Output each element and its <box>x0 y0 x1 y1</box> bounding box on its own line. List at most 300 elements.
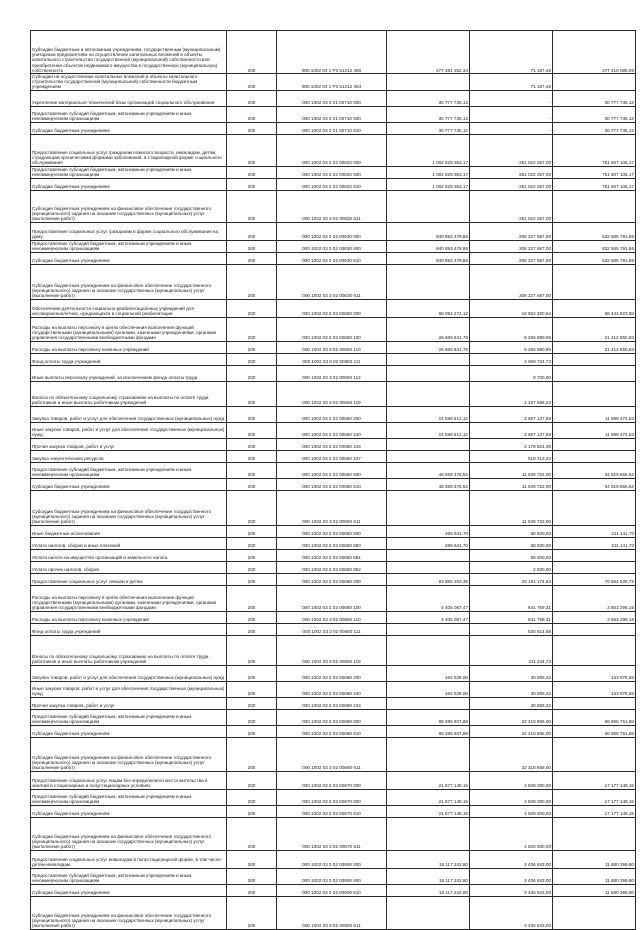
row-approved <box>387 490 470 525</box>
row-name: Взносы по обязательному социальному страхованию на выплаты по оплате труда работников и иные выплаты работникам учреждений <box>31 635 227 665</box>
row-name: Предоставление субсидий бюджетным, автономным учреждениям и иным некоммерческим организациям <box>31 166 227 178</box>
row-name: Предоставление социальных услуг гражданам пожилого возраста, инвалидам, детям, страдающим хроническими формами заболеваний, в стационарной форме социального обслуживания <box>31 134 227 166</box>
row-approved: 1 002 629 363,17 <box>387 178 470 190</box>
row-executed: 30 559,32 <box>470 665 553 681</box>
table-row <box>31 805 636 817</box>
row-approved: 89 285 607,88 <box>387 709 470 725</box>
row-unexecuted: 11 899 474,53 <box>553 422 636 438</box>
row-executed: 3 436 843,00 <box>470 850 553 868</box>
row-classification: 000 1002 03 3 02 00620 000 <box>277 134 387 166</box>
row-unexecuted <box>553 353 636 365</box>
table-row <box>31 868 636 884</box>
table-row <box>31 299 636 317</box>
row-classification: 000 1002 03 3 02 00660 610 <box>277 725 387 737</box>
row-unexecuted <box>553 896 636 929</box>
row-unexecuted: 632 565 791,86 <box>553 240 636 252</box>
row-name: Закупка энергетических ресурсов <box>31 450 227 462</box>
row-approved: 4 405 057,47 <box>387 611 470 623</box>
row-classification: 000 1002 03 3 02 00650 244 <box>277 438 387 450</box>
row-unexecuted: 70 664 028,72 <box>553 573 636 585</box>
table-row <box>31 549 636 561</box>
row-classification: 000 1002 03 3 02 00660 200 <box>277 665 387 681</box>
row-classification: 000 1002 03 3 02 00650 800 <box>277 525 387 537</box>
row-executed: 30 559,32 <box>470 681 553 697</box>
row-approved: 21 677 148,15 <box>387 805 470 817</box>
row-code: 200 <box>227 850 277 868</box>
row-executed: 11 639 722,00 <box>470 478 553 490</box>
row-executed: 9 700,00 <box>470 365 553 381</box>
row-approved <box>387 697 470 709</box>
row-code: 200 <box>227 122 277 134</box>
row-classification: 000 1002 03 3 02 00650 247 <box>277 450 387 462</box>
row-classification: 000 1002 03 3 02 00660 110 <box>277 611 387 623</box>
row-name: Предоставление субсидий бюджетным, автономным учреждениям и иным некоммерческим организациям <box>31 106 227 122</box>
row-classification: 000 1002 03 3 02 00630 611 <box>277 264 387 299</box>
table-row <box>31 341 636 353</box>
row-code: 200 <box>227 381 277 406</box>
row-code: 200 <box>227 90 277 106</box>
row-executed: 518 313,23 <box>470 450 553 462</box>
row-approved: 46 559 378,52 <box>387 478 470 490</box>
row-approved: 277 481 252,34 <box>387 31 470 74</box>
row-executed: 11 639 722,00 <box>470 490 553 525</box>
row-approved <box>387 549 470 561</box>
row-classification: 000 1002 03 3 01 00710 000 <box>277 90 387 106</box>
row-code: 200 <box>227 697 277 709</box>
table-row <box>31 74 636 91</box>
row-approved: 46 559 378,52 <box>387 462 470 478</box>
row-code: 200 <box>227 341 277 353</box>
row-unexecuted: 3 563 298,16 <box>553 611 636 623</box>
row-code: 200 <box>227 438 277 450</box>
row-classification: 000 1002 03 1 P3 51212 460 <box>277 31 387 74</box>
row-classification: 000 1002 03 3 02 00660 000 <box>277 573 387 585</box>
table-row <box>31 190 636 222</box>
row-executed: 208 327 687,00 <box>470 252 553 264</box>
row-code: 200 <box>227 549 277 561</box>
row-classification: 000 1002 03 3 02 00650 851 <box>277 549 387 561</box>
row-classification: 000 1002 03 3 02 00650 240 <box>277 422 387 438</box>
table-row <box>31 222 636 240</box>
table-row <box>31 317 636 341</box>
row-classification: 000 1002 03 3 02 00900 610 <box>277 884 387 896</box>
row-unexecuted <box>553 737 636 771</box>
row-approved <box>387 561 470 573</box>
row-approved <box>387 896 470 929</box>
row-executed: 22 318 856,00 <box>470 737 553 771</box>
table-row <box>31 884 636 896</box>
row-name: Фонд оплаты труда учреждений <box>31 353 227 365</box>
row-unexecuted: 11 680 399,80 <box>553 850 636 868</box>
row-approved: 30 777 735,12 <box>387 122 470 134</box>
row-code: 200 <box>227 737 277 771</box>
row-unexecuted: 11 680 399,80 <box>553 884 636 896</box>
table-row <box>31 635 636 665</box>
row-code: 200 <box>227 884 277 896</box>
table-row <box>31 478 636 490</box>
table-row <box>31 525 636 537</box>
row-executed: 3 436 843,00 <box>470 896 553 929</box>
row-executed: 2 178 824,36 <box>470 438 553 450</box>
row-classification: 000 1002 03 3 02 00650 100 <box>277 317 387 341</box>
row-executed: 208 327 687,00 <box>470 264 553 299</box>
row-approved: 30 777 735,12 <box>387 106 470 122</box>
row-unexecuted <box>553 623 636 635</box>
table-row <box>31 31 636 74</box>
row-code: 200 <box>227 709 277 725</box>
table-row <box>31 611 636 623</box>
row-classification: 000 1002 03 3 02 00650 200 <box>277 406 387 422</box>
row-executed: 71 167,48 <box>470 31 553 74</box>
row-approved: 88 094 274,12 <box>387 299 470 317</box>
row-code: 200 <box>227 681 277 697</box>
row-code: 200 <box>227 106 277 122</box>
row-unexecuted: 133 978,68 <box>553 665 636 681</box>
row-unexecuted: 34 919 656,52 <box>553 478 636 490</box>
row-executed: 4 059 724,73 <box>470 353 553 365</box>
row-code: 200 <box>227 868 277 884</box>
row-executed: 4 500 000,00 <box>470 771 553 789</box>
row-unexecuted <box>553 635 636 665</box>
row-name: Предоставление субсидий бюджетным, автономным учреждениям и иным некоммерческим организациям <box>31 789 227 805</box>
row-code: 200 <box>227 299 277 317</box>
row-approved: 26 669 841,78 <box>387 341 470 353</box>
row-name: Уплата прочих налогов, сборов <box>31 561 227 573</box>
table-body <box>31 31 636 930</box>
table-row <box>31 462 636 478</box>
row-classification: 000 1002 03 3 02 00660 111 <box>277 623 387 635</box>
row-executed: - <box>470 122 553 134</box>
table-row <box>31 665 636 681</box>
row-code: 200 <box>227 222 277 240</box>
row-unexecuted <box>553 549 636 561</box>
row-unexecuted: 3 563 298,16 <box>553 585 636 611</box>
row-approved <box>387 190 470 222</box>
row-classification: 000 1002 03 3 01 00710 610 <box>277 122 387 134</box>
row-unexecuted: 751 607 106,17 <box>553 166 636 178</box>
row-name: Субсидии бюджетным учреждениям на финансовое обеспечение государственного (муниципального) задания на оказание государственных (муниципальных) услуг (выполнение работ) <box>31 817 227 850</box>
table-row <box>31 240 636 252</box>
row-approved: 1 002 629 363,17 <box>387 134 470 166</box>
row-approved: 4 405 057,47 <box>387 585 470 611</box>
row-classification: 000 1002 03 3 01 00710 600 <box>277 106 387 122</box>
row-name: Иные закупки товаров, работ и услуг для обеспечения государственных (муниципальных) нужд <box>31 422 227 438</box>
table-row <box>31 681 636 697</box>
row-code: 200 <box>227 353 277 365</box>
row-executed: 58 500,00 <box>470 537 553 549</box>
row-approved <box>387 353 470 365</box>
row-approved: 840 893 478,86 <box>387 222 470 240</box>
row-unexecuted: 11 899 474,53 <box>553 406 636 422</box>
row-classification: 000 1002 03 3 02 00620 610 <box>277 178 387 190</box>
row-approved: 15 117 242,80 <box>387 850 470 868</box>
row-approved: 26 669 841,78 <box>387 317 470 341</box>
row-approved <box>387 635 470 665</box>
row-unexecuted: 133 978,68 <box>553 681 636 697</box>
table-row <box>31 106 636 122</box>
row-unexecuted <box>553 365 636 381</box>
row-unexecuted <box>553 490 636 525</box>
row-executed: 208 327 687,00 <box>470 222 553 240</box>
row-name: Расходы на выплаты персоналу казенных учреждений <box>31 611 227 623</box>
row-name: Субсидии бюджетным учреждениям <box>31 178 227 190</box>
row-name: Субсидии на осуществление капитальных вложений в объекты капитального строительства государственной (муниципальной) собственности бюджетным учреждениям <box>31 74 227 91</box>
row-code: 200 <box>227 178 277 190</box>
table-row <box>31 537 636 549</box>
row-executed: 19 652 350,54 <box>470 299 553 317</box>
row-unexecuted: 34 919 656,52 <box>553 462 636 478</box>
table-row <box>31 178 636 190</box>
row-unexecuted: 211 141,70 <box>553 537 636 549</box>
table-row <box>31 725 636 737</box>
row-name: Закупка товаров, работ и услуг для обеспечения государственных (муниципальных) нужд <box>31 665 227 681</box>
row-executed: 22 318 856,00 <box>470 725 553 737</box>
row-unexecuted <box>553 697 636 709</box>
table-row <box>31 771 636 789</box>
table-row <box>31 585 636 611</box>
row-unexecuted: 30 777 735,12 <box>553 122 636 134</box>
row-code: 200 <box>227 365 277 381</box>
row-unexecuted: 30 777 735,12 <box>553 106 636 122</box>
row-unexecuted <box>553 450 636 462</box>
row-executed: 4 500 000,00 <box>470 805 553 817</box>
table-row <box>31 122 636 134</box>
row-code: 200 <box>227 817 277 850</box>
row-unexecuted: 11 680 399,80 <box>553 868 636 884</box>
row-unexecuted <box>553 438 636 450</box>
table-row <box>31 438 636 450</box>
row-executed: 208 327 687,00 <box>470 240 553 252</box>
row-executed: 251 022 257,00 <box>470 166 553 178</box>
table-row <box>31 561 636 573</box>
row-code: 200 <box>227 789 277 805</box>
row-code: 200 <box>227 406 277 422</box>
row-unexecuted: 751 607 106,17 <box>553 134 636 166</box>
table-row <box>31 90 636 106</box>
row-name: Расходы на выплаты персоналу казенных учреждений <box>31 341 227 353</box>
row-code: 200 <box>227 252 277 264</box>
row-unexecuted: 21 412 850,83 <box>553 341 636 353</box>
table-row <box>31 252 636 264</box>
row-code: 200 <box>227 525 277 537</box>
row-name: Расходы на выплаты персоналу в целях обеспечения выполнения функций государственными (муниципальными) органами, казенными учреждениями, органами управления государственными внебюджетными фондами <box>31 585 227 611</box>
row-name: Субсидии бюджетным учреждениям <box>31 725 227 737</box>
row-classification: 000 1002 03 3 02 00630 000 <box>277 222 387 240</box>
row-unexecuted: 751 607 106,17 <box>553 178 636 190</box>
row-name: Укрепление материально-технической базы организаций социального обслуживания <box>31 90 227 106</box>
row-unexecuted: 17 177 148,15 <box>553 805 636 817</box>
row-executed: 11 639 722,00 <box>470 462 553 478</box>
row-code: 200 <box>227 573 277 585</box>
table-row <box>31 422 636 438</box>
row-name: Уплата налогов, сборов и иных платежей <box>31 537 227 549</box>
row-approved: 164 538,00 <box>387 665 470 681</box>
row-approved: 89 285 607,88 <box>387 725 470 737</box>
row-code: 200 <box>227 611 277 623</box>
row-approved: 15 117 242,80 <box>387 884 470 896</box>
row-unexecuted: 21 412 850,83 <box>553 317 636 341</box>
table-row <box>31 365 636 381</box>
table-row <box>31 623 636 635</box>
row-code: 200 <box>227 771 277 789</box>
row-code: 200 <box>227 537 277 549</box>
row-approved: 268 641,70 <box>387 525 470 537</box>
row-classification: 000 1002 03 3 02 00650 850 <box>277 537 387 549</box>
row-unexecuted: 17 177 148,15 <box>553 771 636 789</box>
row-name: Иные закупки товаров, работ и услуг для обеспечения государственных (муниципальных) нужд <box>31 681 227 697</box>
row-executed: 251 022 257,00 <box>470 190 553 222</box>
row-executed: - <box>470 90 553 106</box>
row-executed: 3 436 843,00 <box>470 884 553 896</box>
row-name: Субсидии бюджетным и автономным учреждениям, государственным (муниципальным) унитарным предприятиям на осуществление капитальных вложений в объекты капитального строительства государственной (муниципальной) собственности или приобретение объектов недвижимого имущества в государственную (муниципальную) собственность <box>31 31 227 74</box>
row-code: 200 <box>227 462 277 478</box>
row-approved <box>387 438 470 450</box>
row-code: 200 <box>227 896 277 929</box>
row-classification: 000 1002 03 3 02 00670 600 <box>277 789 387 805</box>
row-executed: 2 697 137,59 <box>470 406 553 422</box>
row-executed: 211 244,73 <box>470 635 553 665</box>
row-classification: 000 1002 03 3 02 00650 600 <box>277 462 387 478</box>
row-approved <box>387 74 470 91</box>
row-name: Предоставление социальных услуг гражданам в форме социального обслуживания на дому <box>31 222 227 240</box>
row-approved: 21 677 148,15 <box>387 789 470 805</box>
row-executed: 30 559,32 <box>470 697 553 709</box>
row-name: Расходы на выплаты персоналу в целях обеспечения выполнения функций государственными (муниципальными) органами, казенными учреждениями, органами управления государственными внебюджетными фондами <box>31 317 227 341</box>
budget-execution-table <box>30 30 636 930</box>
row-classification: 000 1002 03 1 P3 51212 464 <box>277 74 387 91</box>
row-unexecuted: 277 410 085,06 <box>553 31 636 74</box>
row-executed: 4 500 000,00 <box>470 789 553 805</box>
row-unexecuted: 68 441 923,58 <box>553 299 636 317</box>
row-classification: 000 1002 03 3 02 00650 852 <box>277 561 387 573</box>
row-name: Предоставление субсидий бюджетным, автономным учреждениям и иным некоммерческим организациям <box>31 462 227 478</box>
row-classification: 000 1002 03 3 02 00650 119 <box>277 381 387 406</box>
row-code: 200 <box>227 635 277 665</box>
row-approved <box>387 450 470 462</box>
row-executed: - <box>470 106 553 122</box>
row-name: Обеспечение деятельности социально-реабилитационных учреждений для несовершеннолетних, нуждающихся в социальной реабилитации <box>31 299 227 317</box>
row-name: Взносы по обязательному социальному страхованию на выплаты по оплате труда работников и иные выплаты работникам учреждений <box>31 381 227 406</box>
row-executed: 1 187 566,22 <box>470 381 553 406</box>
row-name: Субсидии бюджетным учреждениям <box>31 805 227 817</box>
table-row <box>31 381 636 406</box>
row-unexecuted <box>553 190 636 222</box>
row-code: 200 <box>227 74 277 91</box>
row-unexecuted: 17 177 148,15 <box>553 789 636 805</box>
row-code: 200 <box>227 240 277 252</box>
row-code: 200 <box>227 561 277 573</box>
row-approved: 268 641,70 <box>387 537 470 549</box>
row-executed: 71 167,48 <box>470 74 553 91</box>
table-row <box>31 817 636 850</box>
table-row <box>31 264 636 299</box>
row-executed: 630 514,58 <box>470 623 553 635</box>
table-row <box>31 697 636 709</box>
row-classification: 000 1002 03 3 02 00650 111 <box>277 353 387 365</box>
row-name: Фонд оплаты труда учреждений <box>31 623 227 635</box>
row-name: Субсидии бюджетным учреждениям <box>31 884 227 896</box>
row-approved: 30 777 735,12 <box>387 90 470 106</box>
table-row <box>31 450 636 462</box>
row-code: 200 <box>227 623 277 635</box>
row-name: Субсидии бюджетным учреждениям на финансовое обеспечение государственного (муниципального) задания на оказание государственных (муниципальных) услуг (выполнение работ) <box>31 264 227 299</box>
row-name: Прочая закупка товаров, работ и услуг <box>31 697 227 709</box>
row-unexecuted: 632 565 791,86 <box>553 252 636 264</box>
row-code: 200 <box>227 450 277 462</box>
row-classification: 000 1002 03 3 02 00660 240 <box>277 681 387 697</box>
row-unexecuted: 66 966 751,88 <box>553 709 636 725</box>
row-code: 200 <box>227 317 277 341</box>
row-approved <box>387 817 470 850</box>
row-classification: 000 1002 03 3 02 00630 610 <box>277 252 387 264</box>
row-executed: 2 697 137,59 <box>470 422 553 438</box>
row-name: Иные выплаты персоналу учреждений, за исключением фонда оплаты труда <box>31 365 227 381</box>
row-approved: 21 677 148,15 <box>387 771 470 789</box>
row-code: 200 <box>227 478 277 490</box>
row-approved <box>387 737 470 771</box>
row-classification: 000 1002 03 3 02 00670 000 <box>277 771 387 789</box>
table-row <box>31 573 636 585</box>
row-name: Субсидии бюджетным учреждениям на финансовое обеспечение государственного (муниципального) задания на оказание государственных (муниципальных) услуг (выполнение работ) <box>31 896 227 929</box>
row-classification: 000 1002 03 3 02 00670 611 <box>277 817 387 850</box>
row-code: 200 <box>227 134 277 166</box>
row-approved: 840 893 478,86 <box>387 240 470 252</box>
row-code: 200 <box>227 585 277 611</box>
row-classification: 000 1002 03 3 02 00630 600 <box>277 240 387 252</box>
row-classification: 000 1002 03 3 02 00900 611 <box>277 896 387 929</box>
row-approved <box>387 381 470 406</box>
row-code: 200 <box>227 166 277 178</box>
row-name: Предоставление социальных услуг семьям и детям <box>31 573 227 585</box>
row-executed: 56 000,00 <box>470 549 553 561</box>
row-name: Предоставление субсидий бюджетным, автономным учреждениям и иным некоммерческим организациям <box>31 709 227 725</box>
table-row <box>31 134 636 166</box>
table-row <box>31 709 636 725</box>
row-approved <box>387 623 470 635</box>
row-approved <box>387 264 470 299</box>
row-approved: 15 117 242,80 <box>387 868 470 884</box>
row-name: Закупка товаров, работ и услуг для обеспечения государственных (муниципальных) нужд <box>31 406 227 422</box>
row-unexecuted: 632 565 791,86 <box>553 222 636 240</box>
row-classification: 000 1002 03 3 02 00900 600 <box>277 868 387 884</box>
row-executed: 22 318 856,00 <box>470 709 553 725</box>
row-code: 200 <box>227 264 277 299</box>
row-classification: 000 1002 03 3 02 00620 611 <box>277 190 387 222</box>
row-unexecuted <box>553 561 636 573</box>
row-classification: 000 1002 03 3 02 00660 600 <box>277 709 387 725</box>
row-executed: 841 759,31 <box>470 611 553 623</box>
row-approved: 93 855 203,35 <box>387 573 470 585</box>
row-classification: 000 1002 03 3 02 00660 100 <box>277 585 387 611</box>
row-code: 200 <box>227 490 277 525</box>
row-unexecuted <box>553 381 636 406</box>
row-approved: 14 596 612,12 <box>387 406 470 422</box>
table-row <box>31 490 636 525</box>
row-name: Субсидии бюджетным учреждениям на финансовое обеспечение государственного (муниципального) задания на оказание государственных (муниципальных) услуг (выполнение работ) <box>31 490 227 525</box>
row-unexecuted: 211 141,70 <box>553 525 636 537</box>
row-classification: 000 1002 03 3 02 00620 600 <box>277 166 387 178</box>
row-classification: 000 1002 03 3 02 00650 611 <box>277 490 387 525</box>
row-classification: 000 1002 03 3 02 00650 610 <box>277 478 387 490</box>
table-row <box>31 353 636 365</box>
row-executed: 5 256 990,95 <box>470 317 553 341</box>
row-executed: 58 500,00 <box>470 525 553 537</box>
row-unexecuted <box>553 817 636 850</box>
table-row <box>31 406 636 422</box>
row-name: Прочая закупка товаров, работ и услуг <box>31 438 227 450</box>
row-classification: 000 1002 03 3 02 00670 610 <box>277 805 387 817</box>
row-name: Предоставление социальных услуг инвалидам в полустационарной форме, в том числе детям-инвалидам <box>31 850 227 868</box>
